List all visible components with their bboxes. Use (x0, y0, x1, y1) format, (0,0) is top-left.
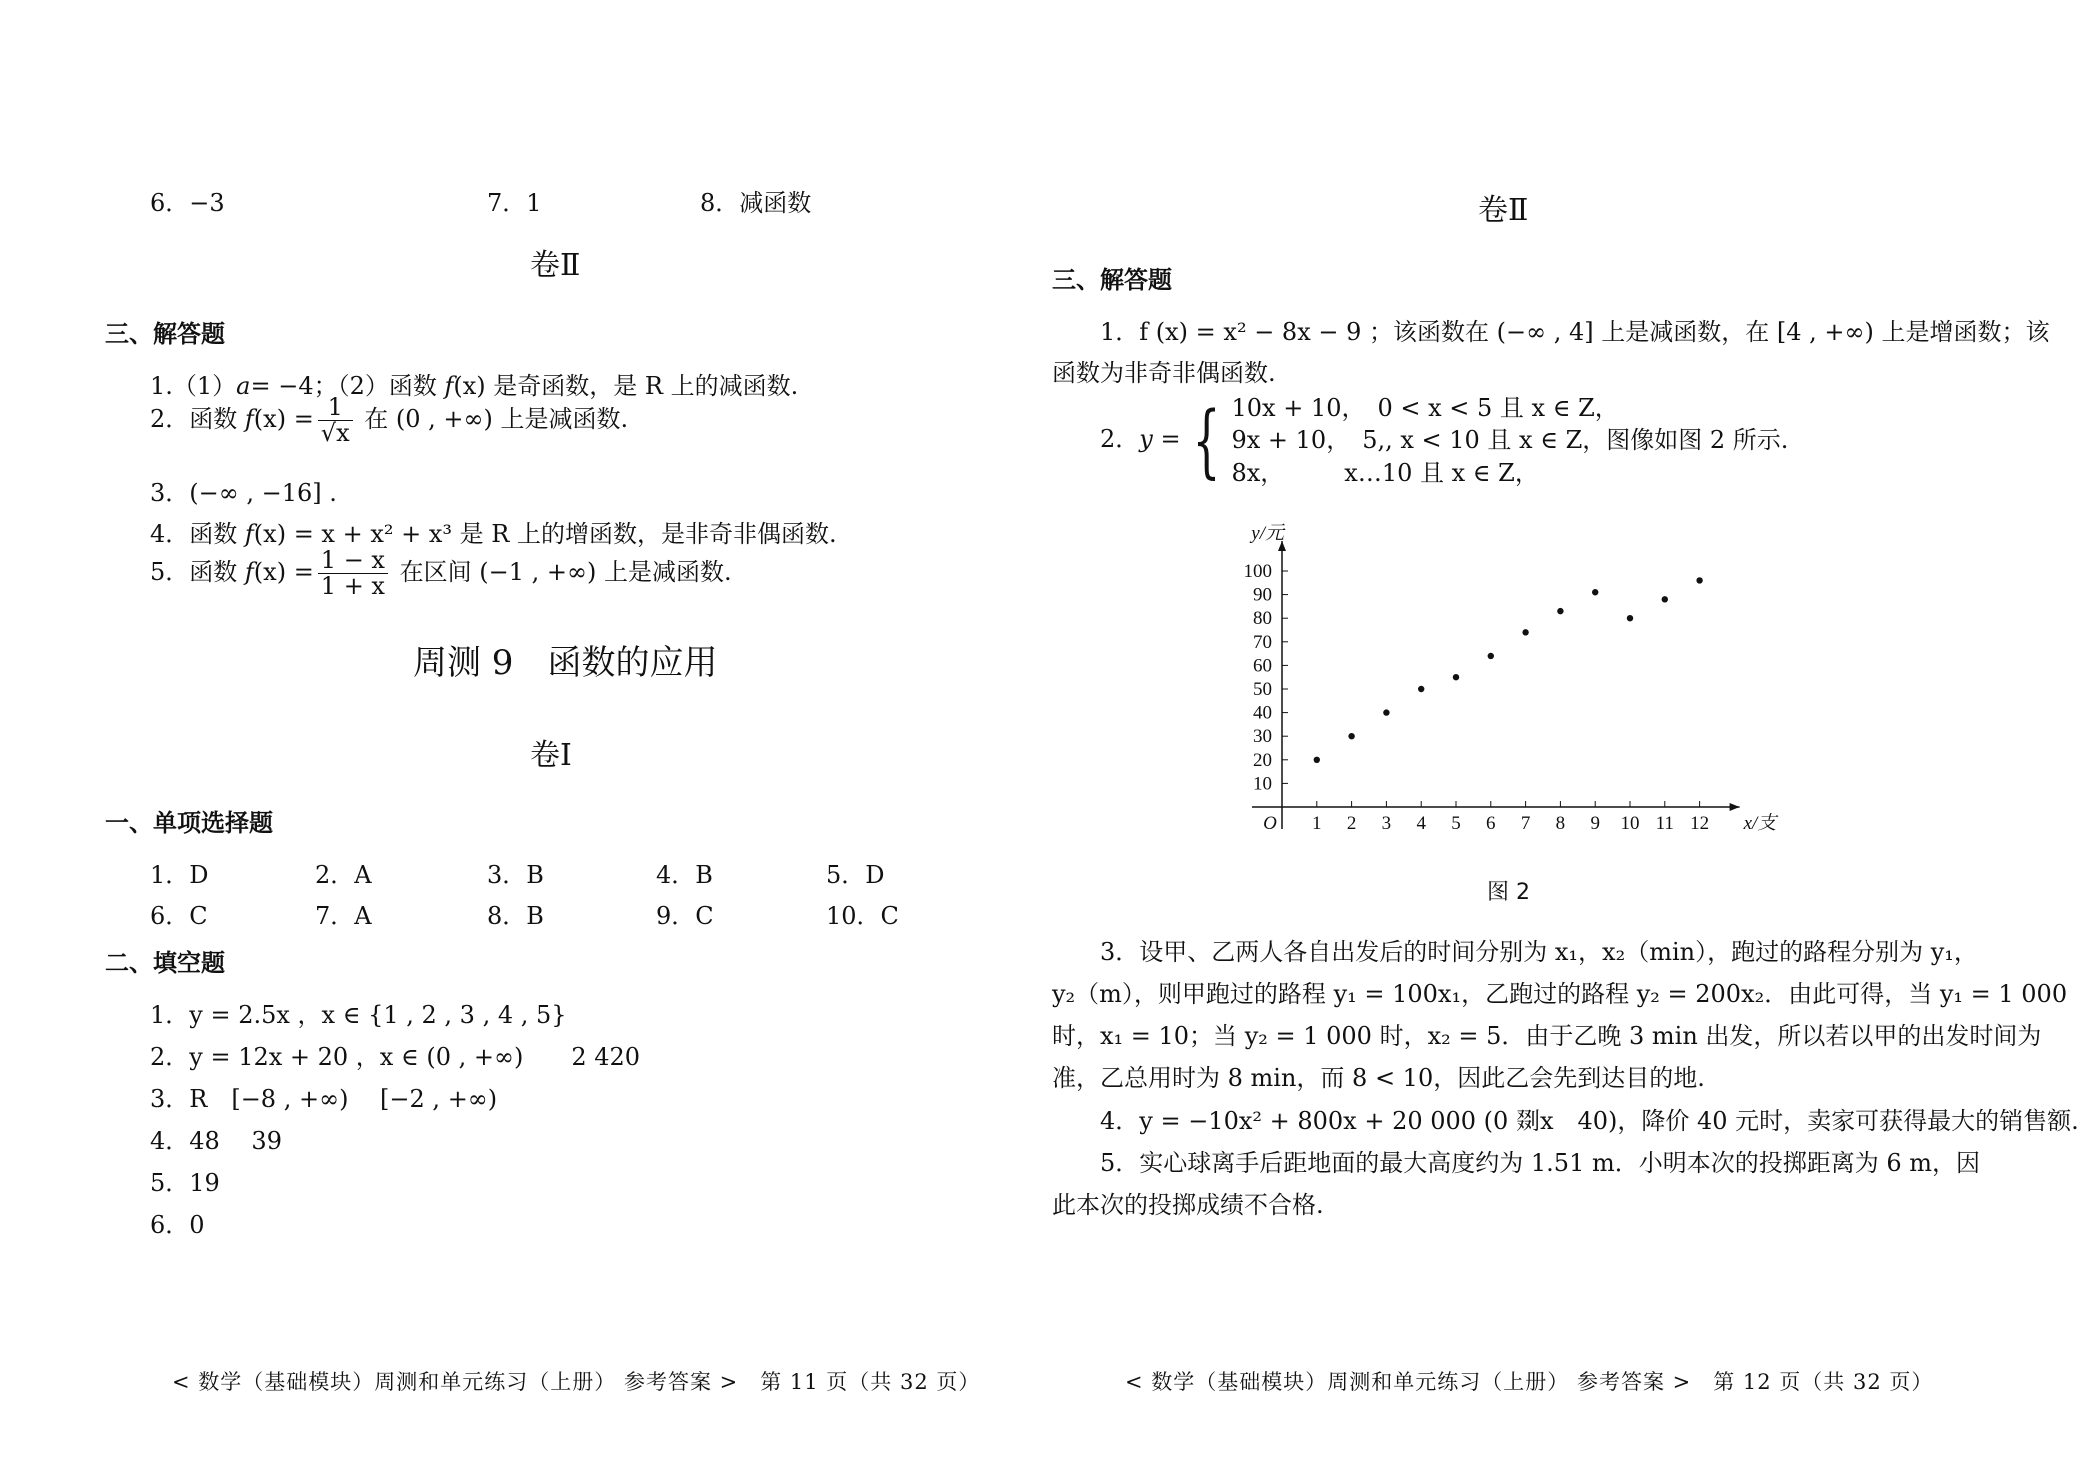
q4: 4．y = −10x² + 800x + 20 000 (0 剟x 40)，降价 40 元时，卖家可获得最大的销售额. (1100, 1107, 2079, 1135)
y-tick-label: 90 (1253, 584, 1272, 606)
q3-line2: y₂（m），则甲跑过的路程 y₁ = 100x₁，乙跑过的路程 y₂ = 200x₂．由此可得，当 y₁ = 1 000 (1052, 980, 2068, 1008)
data-point (1662, 596, 1668, 602)
mc-answer: 2．A (315, 861, 372, 889)
solve-item-3: 3．(−∞ , −16] . (150, 479, 337, 507)
mc-answer: 7．A (315, 902, 372, 930)
answer-8: 8．减函数 (700, 189, 812, 217)
y-tick-label: 60 (1253, 655, 1272, 677)
figure-caption: 图 2 (1487, 880, 1530, 905)
x-tick-label: 9 (1590, 813, 1600, 834)
q3-line3: 时，x₁ = 10；当 y₂ = 1 000 时，x₂ = 5．由于乙晚 3 min 出发，所以若以甲的出发时间为 (1052, 1022, 2042, 1050)
q1-line2: 函数为非奇非偶函数. (1052, 359, 1276, 387)
x-tick-label: 11 (1655, 813, 1674, 834)
y-tick-label: 40 (1253, 702, 1272, 724)
fraction: $\frac{1 - x}{1 + x}$ (318, 548, 388, 599)
q5-line2: 此本次的投掷成绩不合格. (1052, 1191, 1324, 1219)
answer-6: 6．−3 (150, 189, 225, 217)
data-point (1488, 653, 1494, 659)
data-point (1383, 709, 1389, 715)
left-brace-icon: { (1192, 393, 1221, 487)
fill-answer: 6．0 (150, 1211, 205, 1239)
data-point (1418, 686, 1424, 692)
x-tick-label: 4 (1416, 813, 1426, 834)
data-point (1627, 615, 1633, 621)
mc-header: 一、单项选择题 (105, 809, 273, 837)
y-tick-label: 70 (1253, 631, 1272, 653)
x-tick-label: 12 (1690, 813, 1710, 834)
q3-line1: 3．设甲、乙两人各自出发后的时间分别为 x₁，x₂（min），跑过的路程分别为 y₁， (1100, 938, 1978, 966)
juan2-title-left: 卷Ⅱ (530, 248, 581, 283)
scatter-chart (1220, 523, 1777, 835)
fill-answer: 2．y = 12x + 20 ，x ∈ (0 , +∞) 2 420 (150, 1043, 641, 1071)
x-axis-arrow-icon (1730, 803, 1740, 811)
y-tick-label: 10 (1253, 773, 1272, 795)
x-axis-label: x/支 (1743, 813, 1777, 834)
fraction: $\frac{1}{√x}$ (318, 395, 353, 446)
mc-answer: 8．B (487, 902, 544, 930)
x-tick-label: 3 (1381, 813, 1392, 834)
x-tick-label: 6 (1486, 813, 1496, 834)
footer-left: < 数学（基础模块）周测和单元练习（上册） 参考答案 > 第 11 页（共 32 页） (172, 1370, 981, 1394)
data-point (1696, 577, 1702, 583)
mc-answer: 3．B (487, 861, 544, 889)
y-tick-label: 30 (1253, 726, 1272, 748)
q2-piecewise: 2．y = { 10x + 10， 0 < x < 5 且 x ∈ Z， 9x + 10， 5,, x < 10 且 x ∈ Z，图像如图 2 所示. 8x， x…10 且 x ∈ Z， (1100, 392, 1788, 489)
q3-line4: 准，乙总用时为 8 min，而 8 < 10，因此乙会先到达目的地. (1052, 1064, 1705, 1092)
solve-item-2: 2．函数 f(x) = $\frac{1}{√x}$ 在 (0 , +∞) 上是减函数. (150, 393, 629, 448)
juan1-title: 卷Ⅰ (530, 738, 572, 773)
mc-answer: 1．D (150, 861, 209, 889)
q1-line1: 1．f (x) = x² − 8x − 9 ；该函数在 (−∞ , 4] 上是减函数，在 [4 , +∞) 上是增函数；该 (1100, 318, 2050, 346)
x-tick-label: 7 (1520, 813, 1531, 834)
y-tick-label: 100 (1243, 561, 1272, 582)
mc-answer: 4．B (656, 861, 713, 889)
solve-header-right: 三、解答题 (1052, 266, 1172, 294)
fill-header: 二、填空题 (105, 949, 225, 977)
fill-answer: 4．48 39 (150, 1127, 282, 1155)
y-axis-label: y/元 (1251, 523, 1284, 544)
y-tick-label: 80 (1253, 608, 1272, 630)
origin-label: O (1263, 813, 1277, 834)
x-tick-label: 2 (1346, 813, 1357, 834)
answer-7: 7．1 (487, 189, 542, 217)
y-tick-label: 20 (1253, 749, 1272, 771)
solve-item-5: 5．函数 f(x) = $\frac{1 - x}{1 + x}$ 在区间 (−1 , +∞) 上是减函数. (150, 546, 732, 601)
solve-header-left: 三、解答题 (105, 320, 225, 348)
q5-line1: 5．实心球离手后距地面的最大高度约为 1.51 m．小明本次的投掷距离为 6 m，因 (1100, 1149, 1981, 1177)
data-point (1453, 674, 1459, 680)
juan2-title-right: 卷Ⅱ (1478, 193, 1529, 228)
footer-right: < 数学（基础模块）周测和单元练习（上册） 参考答案 > 第 12 页（共 32 页） (1125, 1370, 1934, 1394)
x-tick-label: 10 (1620, 813, 1640, 834)
solve-item-4: 4．函数 f(x) = x + x² + x³ 是 R 上的增函数，是非奇非偶函数. (150, 520, 837, 548)
x-tick-label: 5 (1451, 813, 1461, 834)
fill-answer: 3．R [−8 , +∞) [−2 , +∞) (150, 1085, 498, 1113)
fill-answer: 5．19 (150, 1169, 220, 1197)
mc-answer: 10．C (826, 902, 899, 930)
data-point (1592, 589, 1598, 595)
fill-answer: 1．y = 2.5x ，x ∈ {1 , 2 , 3 , 4 , 5} (150, 1001, 567, 1029)
solve-item-1: 1.（1）a= −4；（2）函数 f(x) 是奇函数，是 R 上的减函数. (150, 372, 799, 400)
data-point (1348, 733, 1354, 739)
week-title: 周测 9 函数的应用 (413, 643, 718, 683)
piecewise-cases: 10x + 10， 0 < x < 5 且 x ∈ Z， 9x + 10， 5,, x < 10 且 x ∈ Z，图像如图 2 所示. 8x， x…10 且 x ∈ Z， (1231, 394, 1789, 487)
x-tick-label: 1 (1312, 813, 1322, 834)
mc-answer: 5．D (826, 861, 885, 889)
mc-answer: 6．C (150, 902, 208, 930)
data-point (1314, 757, 1320, 763)
data-point (1557, 608, 1563, 614)
data-point (1522, 629, 1528, 635)
mc-answer: 9．C (656, 902, 714, 930)
y-tick-label: 50 (1253, 679, 1272, 700)
x-tick-label: 8 (1555, 813, 1566, 834)
